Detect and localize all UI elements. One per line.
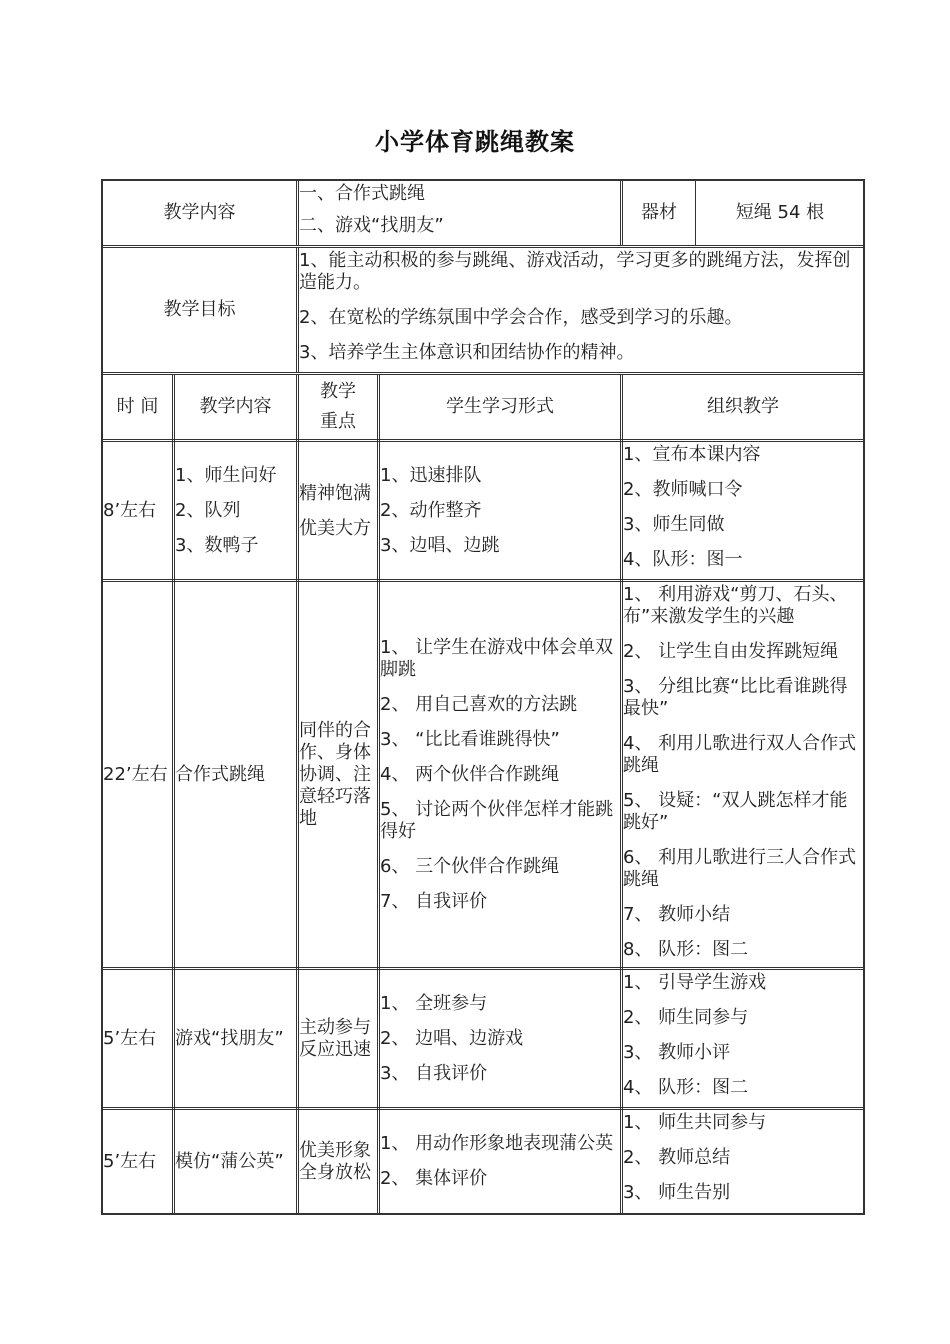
table-row-content: [175, 1110, 296, 1213]
time-value: 22’左右: [103, 763, 168, 785]
list-item: 全身放松: [299, 1161, 371, 1183]
list-item: 1、 用动作形象地表现蒲公英: [380, 1133, 614, 1154]
content-label-cell: [103, 181, 296, 245]
time-value: 8’左右: [103, 499, 157, 521]
list-item: 4、 利用儿歌进行双人合作式跳绳: [623, 733, 857, 776]
list-item: 同伴的合作、身体协调、注意轻巧落地: [299, 719, 371, 829]
goal-item: 3、培养学生主体意识和团结协作的精神。: [299, 342, 635, 363]
content-items-cell: [299, 181, 620, 245]
equipment-label-cell: [623, 181, 695, 245]
table-row-organization: [623, 1112, 863, 1213]
goal-item: 1、能主动积极的参与跳绳、游戏活动，学习更多的跳绳方法，发挥创造能力。: [299, 250, 851, 293]
equipment-label: 器材: [641, 202, 677, 223]
column-header-time: [103, 375, 172, 439]
table-row-student-form: [380, 970, 620, 1107]
equipment-value: 短绳 54 根: [735, 202, 825, 223]
list-item: 5、 设疑：“双人跳怎样才能跳好”: [623, 790, 848, 833]
list-item: 4、 两个伙伴合作跳绳: [380, 763, 560, 785]
list-item: 2、 让学生自由发挥跳短绳: [623, 641, 839, 662]
column-header-label: 组织教学: [707, 396, 779, 417]
goals-label: 教学目标: [163, 299, 236, 320]
list-item: 优美大方: [299, 517, 371, 539]
table-row-time: [103, 1110, 172, 1213]
divider: [695, 181, 696, 245]
content-item: 一、合作式跳绳: [299, 183, 425, 204]
table-row-time: [103, 970, 172, 1107]
column-header-label: 学生学习形式: [446, 396, 554, 417]
table-row-content: [175, 442, 296, 579]
equipment-value-cell: [697, 181, 863, 245]
column-header-label: 教学内容: [199, 396, 272, 417]
list-item: 6、 三个伙伴合作跳绳: [380, 855, 560, 877]
list-item: 模仿“蒲公英”: [175, 1150, 284, 1172]
list-item: 2、 集体评价: [380, 1168, 488, 1189]
column-header-content: [175, 375, 296, 439]
column-header-organization: [623, 375, 863, 439]
goals-items-cell: [299, 250, 863, 370]
list-item: 3、 “比比看谁跳得快”: [380, 728, 560, 750]
list-item: 3、 师生告别: [623, 1182, 731, 1203]
list-item: 8、 队形：图二: [623, 939, 749, 960]
content-label: 教学内容: [163, 202, 236, 223]
table-row-key-points: [299, 582, 377, 967]
list-item: 3、 分组比赛“比比看谁跳得最快”: [623, 676, 848, 719]
list-item: 7、 自我评价: [380, 890, 488, 912]
list-item: 1、 利用游戏“剪刀、石头、布”来激发学生的兴趣: [623, 584, 848, 627]
column-header-key-points: [299, 375, 377, 439]
page-title: 小学体育跳绳教案: [375, 128, 575, 156]
list-item: 5、 讨论两个伙伴怎样才能跳得好: [380, 798, 614, 842]
table-row-student-form: [380, 1110, 620, 1213]
goal-item: 2、在宽松的学练氛围中学会合作，感受到学习的乐趣。: [299, 307, 743, 328]
list-item: 1、 师生共同参与: [623, 1112, 767, 1133]
table-row-time: [103, 442, 172, 579]
list-item: 4、队形：图一: [623, 549, 743, 570]
list-item: 优美形象: [299, 1139, 371, 1161]
list-item: 精神饱满: [299, 482, 371, 504]
list-item: 反应迅速: [299, 1038, 371, 1060]
list-item: 1、 引导学生游戏: [623, 972, 767, 993]
list-item: 1、 让学生在游戏中体会单双脚跳: [380, 636, 614, 680]
list-item: 2、 边唱、边游戏: [380, 1027, 524, 1049]
list-item: 7、 教师小结: [623, 904, 731, 925]
list-item: 2、队列: [175, 499, 241, 521]
table-row-organization: [623, 444, 863, 579]
table-row-organization: [623, 972, 863, 1107]
list-item: 主动参与: [299, 1016, 371, 1038]
table-row-key-points: [299, 1110, 377, 1213]
table-row-student-form: [380, 582, 620, 967]
list-item: 6、 利用儿歌进行三人合作式跳绳: [623, 847, 857, 890]
time-value: 5’左右: [103, 1027, 157, 1049]
list-item: 合作式跳绳: [175, 763, 265, 785]
table-row-organization: [623, 584, 863, 967]
list-item: 3、 自我评价: [380, 1062, 488, 1084]
list-item: 3、数鸭子: [175, 534, 259, 556]
list-item: 1、 全班参与: [380, 992, 488, 1014]
table-row-content: [175, 582, 296, 967]
list-item: 1、师生问好: [175, 464, 277, 486]
list-item: 2、 师生同参与: [623, 1007, 749, 1028]
list-item: 3、 教师小评: [623, 1042, 731, 1063]
goals-label-cell: [103, 248, 296, 372]
list-item: 游戏“找朋友”: [175, 1027, 284, 1049]
table-row-key-points: [299, 970, 377, 1107]
list-item: 3、师生同做: [623, 514, 725, 535]
list-item: 3、边唱、边跳: [380, 534, 500, 556]
list-item: 2、教师喊口令: [623, 479, 743, 500]
content-item: 二、游戏“找朋友”: [299, 215, 444, 236]
column-header-label: 重点: [320, 411, 356, 432]
list-item: 4、 队形：图二: [623, 1077, 749, 1098]
column-header-student-form: [380, 375, 620, 439]
list-item: 1、宣布本课内容: [623, 444, 761, 465]
column-header-label: 教学: [320, 381, 356, 402]
list-item: 2、 用自己喜欢的方法跳: [380, 693, 578, 715]
list-item: 1、迅速排队: [380, 464, 482, 486]
list-item: 2、动作整齐: [380, 499, 482, 521]
list-item: 2、 教师总结: [623, 1147, 731, 1168]
table-row-time: [103, 582, 172, 967]
table-row-key-points: [299, 442, 377, 579]
time-value: 5’左右: [103, 1150, 157, 1172]
table-row-student-form: [380, 442, 620, 579]
table-row-content: [175, 970, 296, 1107]
column-header-label: 时 间: [116, 396, 159, 417]
